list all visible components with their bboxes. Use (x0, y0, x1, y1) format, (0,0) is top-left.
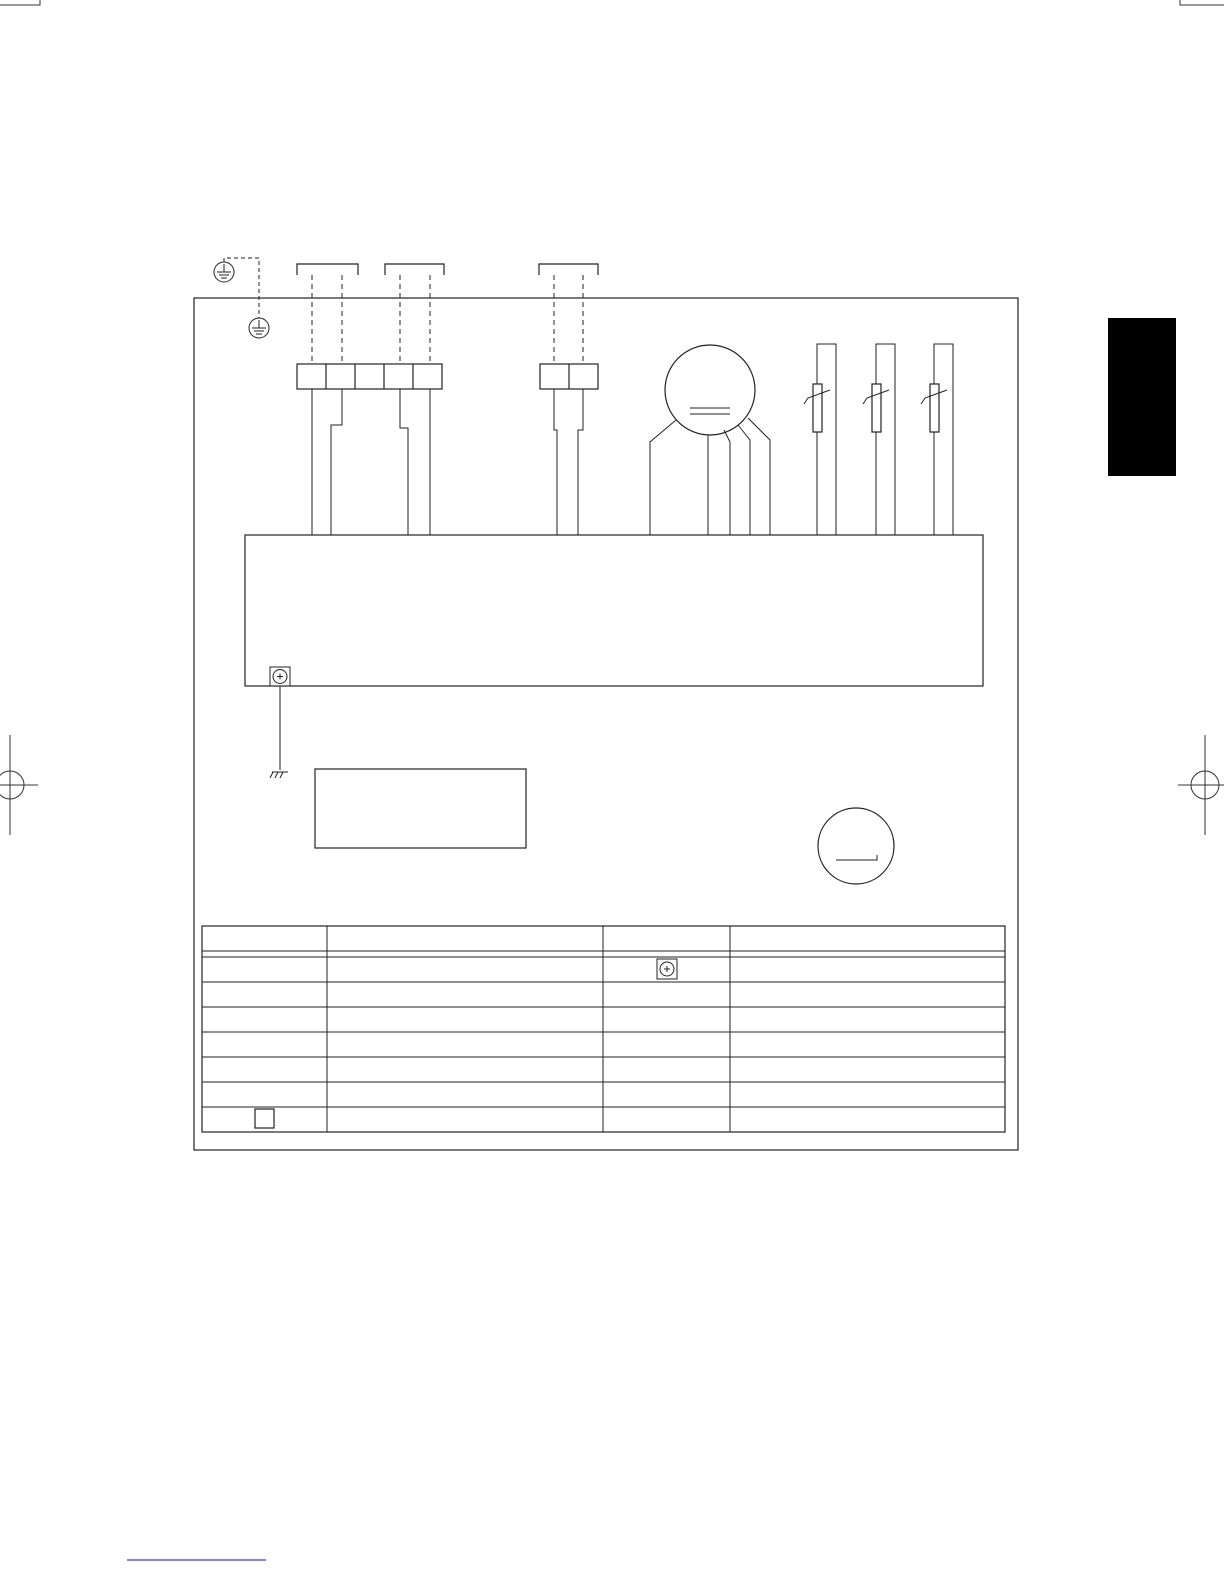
controller-terminal-icon (270, 667, 290, 686)
thermistor-resistors (813, 384, 939, 432)
legend-terminal-icon (657, 959, 677, 979)
controller-box (245, 535, 983, 686)
tb2-terminal-block (540, 364, 598, 389)
supply-wires (312, 389, 583, 535)
earth-icon-external (214, 258, 259, 318)
side-tab (1108, 318, 1176, 476)
legend-table (202, 926, 1005, 1132)
tb1-terminal-block (297, 364, 442, 389)
incoming-dashed-wires (312, 275, 583, 364)
thermistor-loops (817, 344, 953, 535)
fan-motor-icon (665, 345, 755, 435)
louver-motor-icon (818, 808, 894, 884)
controller-earth-wire (270, 686, 288, 778)
ind-lamp-box (315, 769, 526, 848)
earth-icon (249, 318, 269, 338)
legend-connector-icon (255, 1109, 274, 1128)
diagram-frame (194, 298, 1018, 1150)
